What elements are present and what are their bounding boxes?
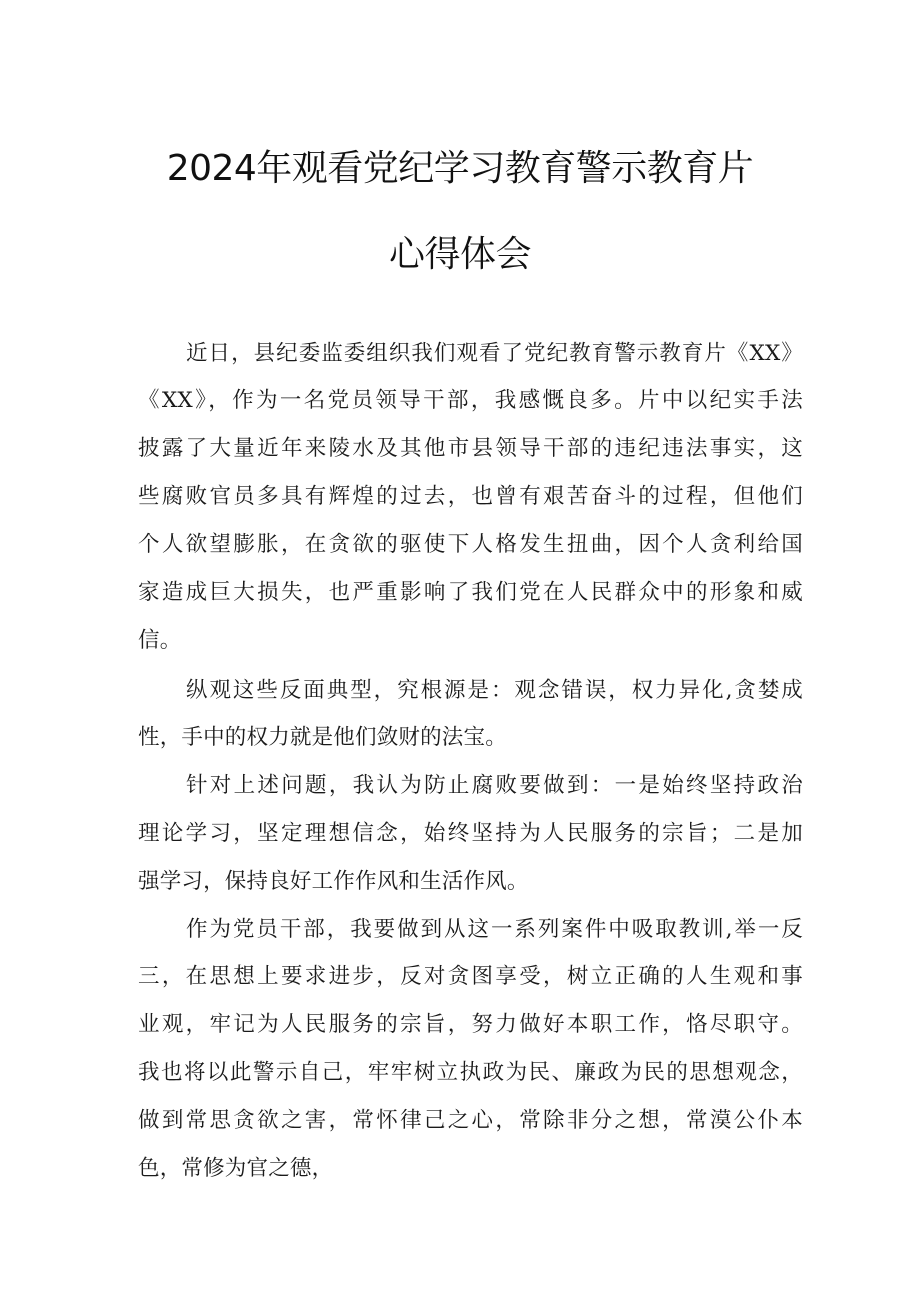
paragraph-1-line-6: 家造成巨大损失，也严重影响了我们党在人民群众中的形象和威 xyxy=(138,580,803,605)
document-title-line-1: 2024年观看党纪学习教育警示教育片 xyxy=(166,148,754,189)
paragraph-4-line-3: 业观，牢记为人民服务的宗旨，努力做好本职工作，恪尽职守。 xyxy=(138,1012,803,1037)
paragraph-1-line-4: 些腐败官员多具有辉煌的过去，也曾有艰苦奋斗的过程，但他们 xyxy=(138,484,803,509)
paragraph-2-line-1: 纵观这些反面典型，究根源是：观念错误，权力异化,贪婪成 xyxy=(186,678,803,703)
paragraph-1-line-1: 近日，县纪委监委组织我们观看了党纪教育警示教育片《XX》 xyxy=(186,341,803,366)
paragraph-4-line-6: 色，常修为官之德， xyxy=(138,1156,334,1181)
paragraph-3-line-2: 理论学习，坚定理想信念，始终坚持为人民服务的宗旨；二是加 xyxy=(138,821,803,846)
document-title-line-2: 心得体会 xyxy=(388,234,531,275)
paragraph-1-line-7: 信。 xyxy=(138,628,182,653)
paragraph-4-line-4: 我也将以此警示自己，牢牢树立执政为民、廉政为民的思想观念， xyxy=(138,1060,803,1085)
paragraph-4-line-2: 三，在思想上要求进步，反对贪图享受，树立正确的人生观和事 xyxy=(138,964,803,989)
paragraph-4-line-5: 做到常思贪欲之害，常怀律己之心，常除非分之想，常漠公仆本 xyxy=(138,1108,803,1133)
paragraph-3-line-3: 强学习，保持良好工作作风和生活作风。 xyxy=(138,869,529,894)
paragraph-2-line-2: 性，手中的权力就是他们敛财的法宝。 xyxy=(138,725,507,750)
paragraph-1-line-2: 《XX》，作为一名党员领导干部，我感慨良多。片中以纪实手法 xyxy=(138,388,803,413)
paragraph-4-line-1: 作为党员干部，我要做到从这一系列案件中吸取教训,举一反 xyxy=(186,917,803,942)
paragraph-1-line-3: 披露了大量近年来陵水及其他市县领导干部的违纪违法事实，这 xyxy=(138,436,803,461)
paragraph-3-line-1: 针对上述问题，我认为防止腐败要做到：一是始终坚持政治 xyxy=(186,773,803,798)
paragraph-1-line-5: 个人欲望膨胀，在贪欲的驱使下人格发生扭曲，因个人贪利给国 xyxy=(138,532,803,557)
